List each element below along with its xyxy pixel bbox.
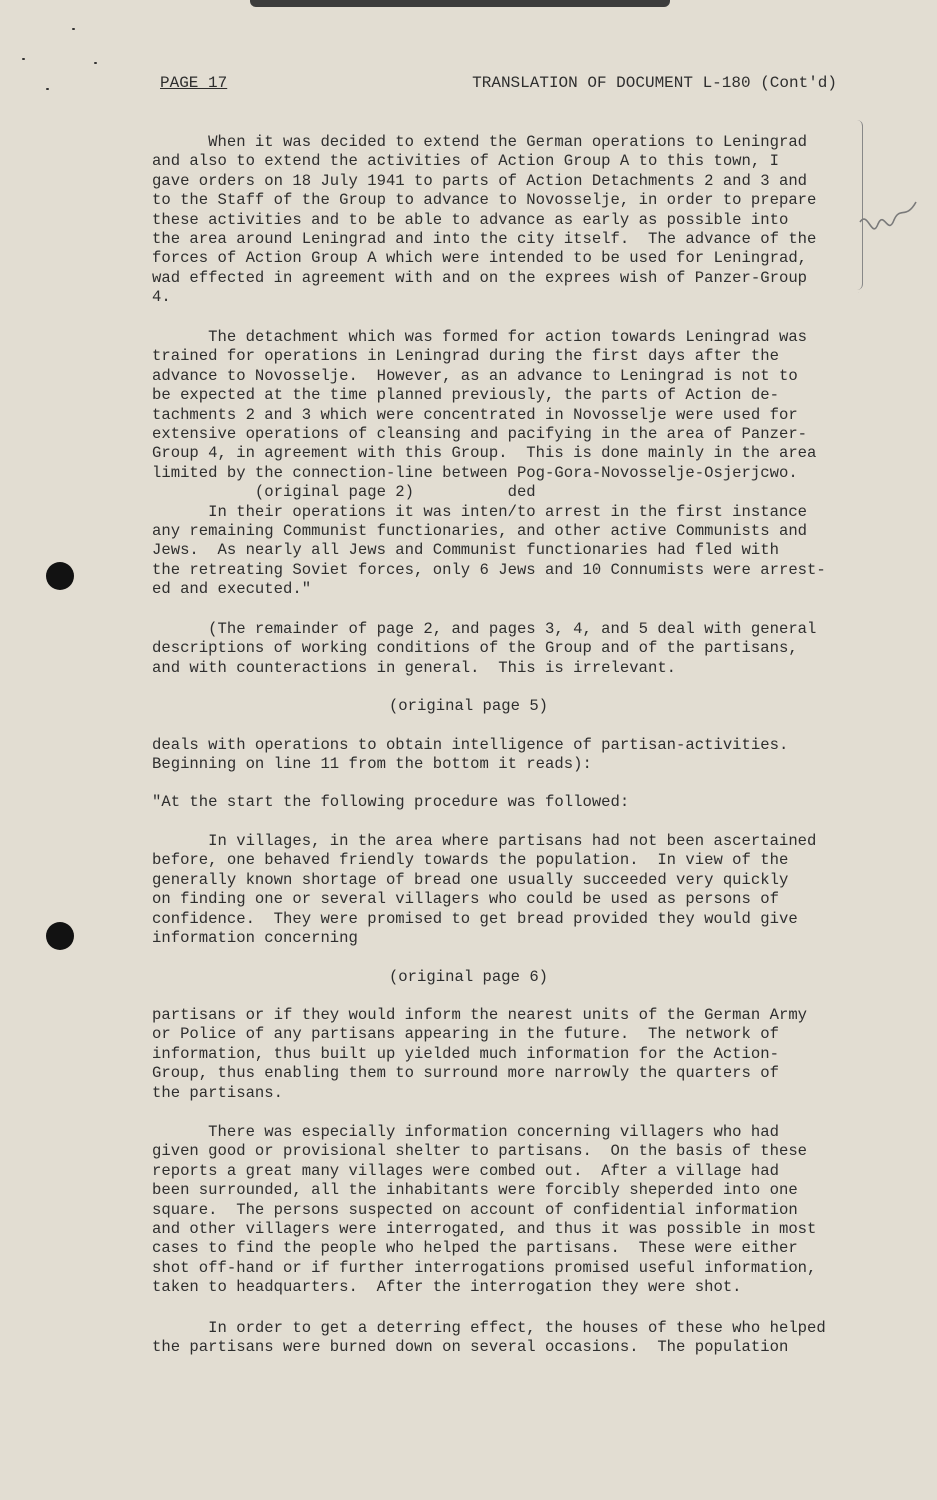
text-line: trained for operations in Leningrad during the first days after the: [152, 347, 779, 366]
text-line: and other villagers were interrogated, and thus it was possible in most: [152, 1220, 817, 1239]
text-line: information, thus built up yielded much information for the Action-: [152, 1044, 779, 1063]
text-line: ed and executed.": [152, 580, 312, 599]
text-line: gave orders on 18 July 1941 to parts of Action Detachments 2 and 3 and: [152, 171, 808, 190]
text-line: The detachment which was formed for action towards Leningrad was: [152, 328, 808, 346]
paragraph-1: [152, 133, 842, 308]
text-line: tachments 2 and 3 which were concentrated in Novosselje were used for: [152, 405, 798, 424]
text-line: cases to find the people who helped the partisans. These were either: [152, 1239, 798, 1258]
paragraph-8: [152, 1123, 842, 1298]
text-line: the partisans were burned down on several occasions. The population: [152, 1338, 789, 1357]
text-line: In villages, in the area where partisans had not been ascertained: [152, 832, 817, 850]
text-line: deals with operations to obtain intelligence of partisan-activities.: [152, 736, 789, 754]
text-line: been surrounded, all the inhabitants were forcibly sheperded into one: [152, 1181, 798, 1200]
document-title: TRANSLATION OF DOCUMENT L-180 (Cont'd): [472, 74, 837, 92]
text-line: and with counteractions in general. This is irrelevant.: [152, 658, 677, 677]
text-line: Group, thus enabling them to surround more narrowly the quarters of: [152, 1064, 779, 1083]
paragraph-6: [152, 832, 842, 948]
text-line: generally known shortage of bread one usually succeeded very quickly: [152, 870, 789, 889]
text-line: Group 4, in agreement with this Group. This is done mainly in the area: [152, 444, 817, 463]
text-line: limited by the connection-line between Pog-Gora-Novosselje-Osjerjcwo.: [152, 463, 798, 482]
original-page-6-ref: (original page 6): [388, 968, 549, 986]
text-line: reports a great many villages were combed out. After a village had: [152, 1161, 779, 1180]
text-line: and also to extend the activities of Action Group A to this town, I: [152, 152, 779, 171]
text-line: descriptions of working conditions of the Group and of the partisans,: [152, 639, 798, 658]
punch-hole-lower: [46, 922, 74, 950]
text-line: 4.: [152, 288, 171, 307]
text-line: shot off-hand or if further interrogations promised useful information,: [152, 1258, 817, 1277]
text-line: these activities and to be able to advance as early as possible into: [152, 210, 789, 229]
scan-edge-shadow: [250, 0, 670, 7]
text-line: (The remainder of page 2, and pages 3, 4, and 5 deal with general: [152, 620, 817, 638]
text-line: wad effected in agreement with and on the exprees wish of Panzer-Group: [152, 268, 808, 287]
text-line: extensive operations of cleansing and pacifying in the area of Panzer-: [152, 425, 808, 444]
scan-speck: [72, 28, 75, 30]
text-line: forces of Action Group A which were intended to be used for Leningrad,: [152, 249, 808, 268]
text-line: to the Staff of the Group to advance to Novosselje, in order to prepare: [152, 191, 817, 210]
text-line: square. The persons suspected on account of confidential information: [152, 1200, 798, 1219]
text-line: any remaining Communist functionaries, and other active Communists and: [152, 522, 808, 541]
paragraph-9: [152, 1319, 842, 1358]
text-line: There was especially information concerning villagers who had: [152, 1123, 779, 1141]
scan-speck: [22, 58, 25, 60]
text-line: given good or provisional shelter to partisans. On the basis of these: [152, 1142, 808, 1161]
scan-speck: [94, 62, 97, 64]
text-line: taken to headquarters. After the interrogation they were shot.: [152, 1278, 742, 1297]
punch-hole-upper: [46, 562, 74, 590]
text-line: (original page 2) ded: [152, 483, 536, 502]
handwritten-margin-mark: [858, 180, 928, 310]
scan-speck: [46, 88, 49, 90]
paragraph-2: [152, 328, 842, 600]
text-line: Beginning on line 11 from the bottom it reads):: [152, 755, 592, 774]
text-line: information concerning: [152, 929, 358, 948]
text-line: on finding one or several villagers who could be used as persons of: [152, 890, 779, 909]
paragraph-3: [152, 620, 842, 678]
original-page-5-ref: (original page 5): [388, 697, 549, 715]
text-line: In order to get a deterring effect, the houses of these who helped: [152, 1319, 826, 1337]
text-line: the area around Leningrad and into the city itself. The advance of the: [152, 230, 817, 249]
text-line: In their operations it was inten/to arrest in the first instance: [152, 502, 808, 521]
page-number: PAGE 17: [160, 74, 228, 92]
text-line: or Police of any partisans appearing in the future. The network of: [152, 1025, 779, 1044]
text-line: the partisans.: [152, 1083, 284, 1102]
text-line: partisans or if they would inform the nearest units of the German Army: [152, 1006, 808, 1024]
text-line: advance to Novosselje. However, as an advance to Leningrad is not to: [152, 366, 798, 385]
text-line: When it was decided to extend the German operations to Leningrad: [152, 133, 808, 151]
text-line: be expected at the time planned previously, the parts of Action de-: [152, 386, 779, 405]
text-line: confidence. They were promised to get bread provided they would give: [152, 909, 798, 928]
text-line: "At the start the following procedure was followed:: [152, 793, 630, 811]
text-line: Jews. As nearly all Jews and Communist functionaries had fled with: [152, 541, 779, 560]
paragraph-7: [152, 1006, 842, 1103]
paragraph-5: [152, 793, 842, 812]
text-line: before, one behaved friendly towards the population. In view of the: [152, 851, 789, 870]
paragraph-4: [152, 736, 842, 775]
text-line: the retreating Soviet forces, only 6 Jews and 10 Connumists were arrest-: [152, 560, 826, 579]
